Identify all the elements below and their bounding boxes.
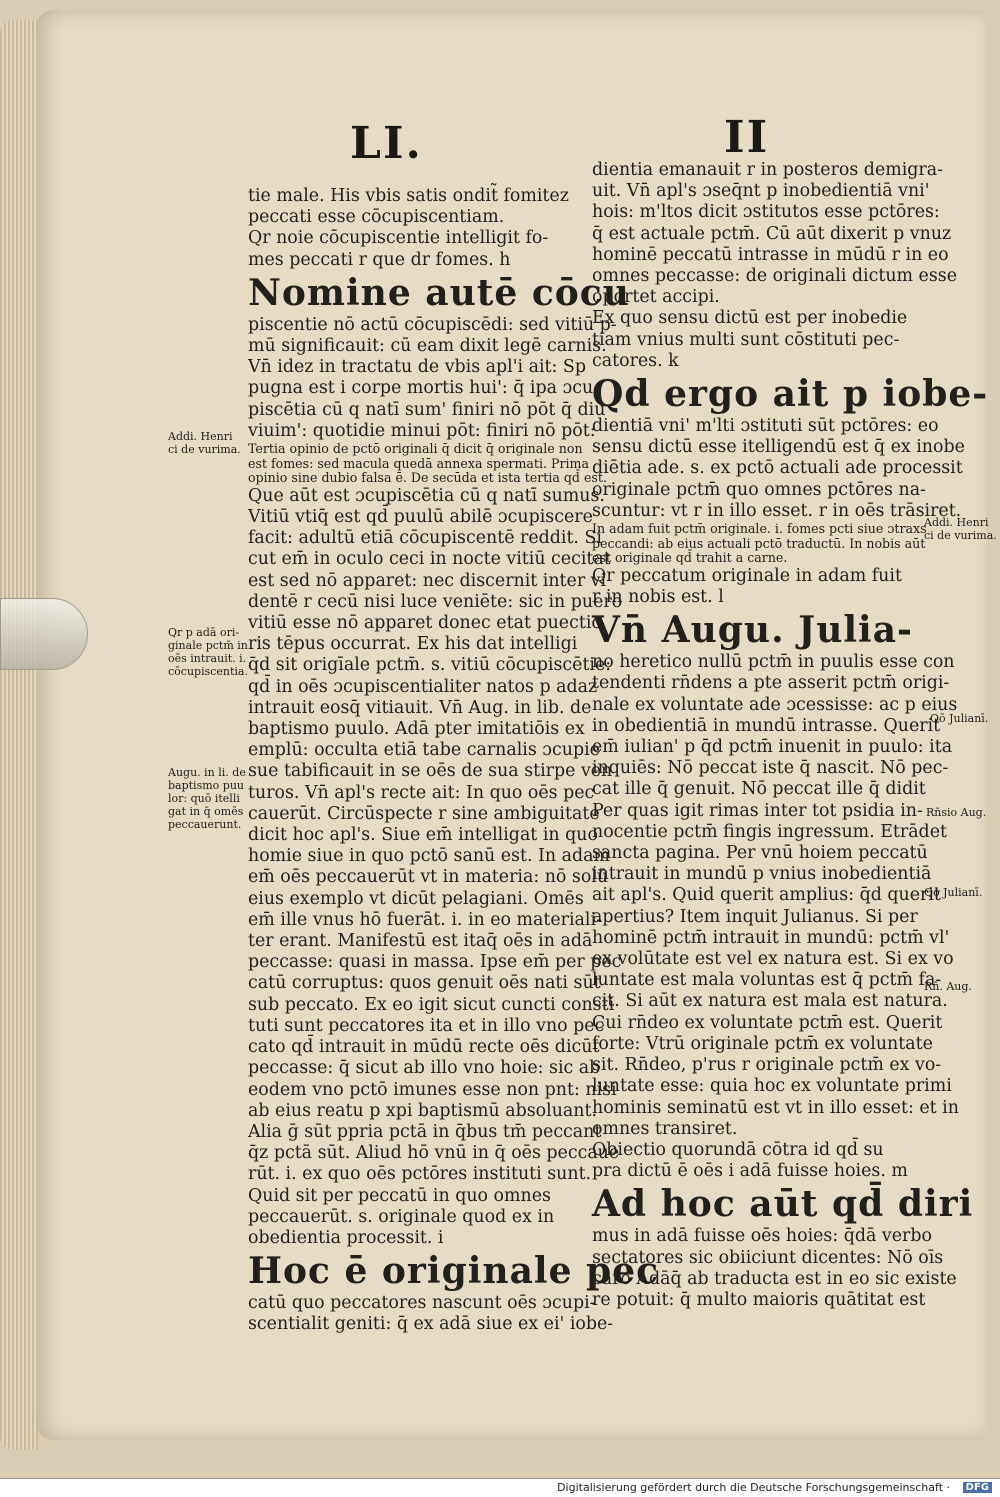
- margin-note-line: peccauerunt.: [168, 818, 242, 831]
- text-line: sit. Rn̄deo, p'rus r originale pctm̄ ex vo-: [592, 1055, 942, 1076]
- margin-note-rn-aug: [924, 980, 972, 993]
- text-line: Vitiū vtiq̄ est qd̄ puulū abilē ɔcupiscere: [248, 507, 593, 528]
- margin-note-line: cōcupiscentia.: [168, 665, 248, 678]
- text-line: tiam vnius multi sunt cōstituti pec-: [592, 329, 900, 350]
- text-line: vitiū esse nō apparet donec etat puectio: [248, 613, 602, 634]
- text-line: cit. Si aūt ex natura est mala est natura.: [592, 991, 948, 1012]
- margin-note-line: Addi. Henri: [924, 516, 989, 529]
- text-line: turos. Vn̄ apl's recte ait: In quo oēs pec: [248, 782, 595, 803]
- text-line: sue tabificauit in se oēs de sua stirpe ven: [248, 761, 613, 782]
- text-line: dientia emanauit r in posteros demigra-: [592, 160, 943, 180]
- page-edges: [0, 20, 38, 1450]
- margin-note-line: Rn̄sio Aug.: [926, 806, 987, 819]
- text-line: Hoc ē originale pec: [248, 1250, 660, 1293]
- text-line: viuim': quotidie minui pōt: finiri nō pōt:: [248, 420, 596, 441]
- digitization-credit-bar: [0, 1478, 1000, 1497]
- text-line: tie male. His vbis satis ondit̃ fomitez: [248, 186, 569, 206]
- text-line: pra dictū ē oēs i adā fuisse hoies. m: [592, 1161, 908, 1182]
- margin-note-addi-henrici-left: [168, 430, 241, 456]
- text-line: eius exemplo vt dicūt pelagiani. Omēs: [248, 888, 584, 909]
- text-line: est fomes: sed macula quedā annexa spermati. Prima: [248, 455, 589, 471]
- text-line: emplū: occulta etiā tabe carnalis ɔcupie: [248, 740, 600, 761]
- text-line: em̄ oēs peccauerūt vt in materia: nō solū: [248, 867, 609, 888]
- margin-note-line: ci de vurima.: [924, 529, 997, 542]
- text-line: Ex quo sensu dictū est per inobedie: [592, 308, 908, 329]
- text-line: tendenti rn̄dens a pte asserit pctm̄ origi-: [592, 673, 950, 694]
- text-line: hominis seminatū est vt in illo esset: et in: [592, 1097, 959, 1118]
- text-line: cat ille q̄ genuit. Nō peccat ille q̄ didit: [592, 779, 926, 800]
- margin-note-line: Qō Julianī.: [924, 886, 983, 899]
- text-line: est sed nō apparet: nec discernit inter vi: [248, 570, 607, 591]
- text-line: cut em̄ in oculo ceci in nocte vitiū cecitat: [248, 549, 611, 570]
- text-line: no heretico nullū pctm̄ in puulis esse con: [592, 652, 955, 673]
- text-line: nale ex voluntate ade ɔcessisse: ac p eius: [592, 694, 958, 715]
- text-line: Ad hoc aūt qd̄ diri: [592, 1183, 974, 1226]
- text-line: eodem vno pctō imunes esse non pnt: nisi: [248, 1079, 617, 1100]
- text-line: forte: Vtrū originale pctm̄ ex voluntate: [592, 1033, 933, 1054]
- margin-note-line: Augu. in li. de: [168, 766, 246, 779]
- text-line: Per quas igit rimas inter tot psidia in-: [592, 800, 923, 821]
- text-line: hominē peccatū intrasse in mūdū r in eo: [592, 244, 949, 265]
- margin-note-line: ginale pctm̄ in: [168, 639, 248, 652]
- text-line: catū corruptus: quos genuit oēs nati sūt: [248, 973, 601, 994]
- margin-note-line: Qō Julianī.: [930, 712, 989, 725]
- text-line: sensu dictū esse itelligendū est q̄ ex inobe: [592, 437, 965, 458]
- text-line: est originale qd̄ trahit a carne.: [592, 550, 788, 566]
- text-line: intrauit eosq̄ vitiauit. Vn̄ Aug. in lib. de: [248, 697, 592, 718]
- text-line: uit. Vn̄ apl's ɔseq̄nt p inobedientiā vni': [592, 181, 930, 202]
- paper-clip: [0, 598, 88, 670]
- text-line: Alia ḡ sūt ppria pctā in q̄bus tm̄ peccant: [248, 1121, 602, 1142]
- text-line: In adam fuit pctm̄ originale. i. fomes pcti siue ɔtraxs: [592, 521, 927, 537]
- dfg-logo: DFG: [963, 1482, 992, 1493]
- folio-left: LI.: [350, 118, 423, 169]
- margin-note-line: Qr p adā ori-: [168, 626, 240, 639]
- folio-right: II: [724, 112, 770, 163]
- text-line: homie siue in quo pctō sanū est. In adam: [248, 846, 610, 867]
- text-line: em̄ ille vnus hō fuerāt. i. in eo materiali-: [248, 909, 602, 930]
- text-line: diētia ade. s. ex pctō actuali ade processit: [592, 458, 963, 479]
- text-line: inquiēs: Nō peccat iste q̄ nascit. Nō pec-: [592, 758, 949, 779]
- text-line: ter erant. Manifestū est itaq̄ oēs in adā: [248, 931, 593, 952]
- text-line: ex volūtate est vel ex natura est. Si ex vo: [592, 949, 954, 970]
- text-line: hois: m'ltos dicit ɔstitutos esse pctōres:: [592, 202, 940, 223]
- text-line: mes peccati r que dr fomes. h: [248, 249, 511, 270]
- margin-note-addi-henrici-right: [924, 516, 997, 542]
- margin-note-line: ci de vurima.: [168, 443, 241, 456]
- text-line: sancta pagina. Per vnū hoiem peccatū: [592, 843, 928, 864]
- text-line: opinio sine dubio falsa ē. De secūda et ista tertia qd̄ est.: [248, 470, 607, 486]
- margin-note-julianus-2: [924, 886, 982, 899]
- text-line: scuntur: vt r in illo esset. r in oēs trāsiret.: [592, 500, 962, 521]
- text-line: Qd ergo ait p iobe-: [592, 373, 989, 416]
- margin-note-line: lor: quō itelli: [168, 792, 240, 805]
- text-line: ait apl's. Quid querit amplius: q̄d querit: [592, 885, 941, 906]
- text-line: tuti sunt peccatores ita et in illo vno pec: [248, 1015, 605, 1036]
- text-line: dicit hoc apl's. Siue em̄ intelligat in quo: [248, 825, 598, 846]
- text-line: em̄ iulian' p q̄d pctm̄ inuenit in puulo: ita: [592, 737, 953, 758]
- text-line: hominē pctm̄ intrauit in mundū: pctm̄ vl': [592, 927, 950, 948]
- text-line: peccasse: q̄ sicut ab illo vno hoie: sic ab: [248, 1058, 601, 1079]
- margin-note-per-adam: [168, 626, 248, 678]
- text-line: ris tēpus occurrat. Ex his dat intelligi: [248, 634, 578, 655]
- margin-note-line: baptismo puu: [168, 779, 244, 792]
- margin-note-augustine-baptism: [168, 766, 246, 831]
- text-line: Quid sit per peccatū in quo omnes: [248, 1185, 551, 1206]
- text-line: Qr peccatum originale in adam fuit: [592, 565, 902, 586]
- margin-note-responsio-aug: [926, 806, 986, 819]
- text-line: peccasse: quasi in massa. Ipse em̄ per pec: [248, 952, 622, 973]
- text-line: Tertia opinio de pctō originali q̄ dicit q̄ originale non: [248, 441, 583, 457]
- text-line: q̄z pctā sūt. Aliud hō vnū in q̄ oēs peccaue: [248, 1143, 620, 1164]
- text-line: qd̄ in oēs ɔcupiscentialiter natos p adaz: [248, 676, 598, 697]
- text-line: sectatores sic obiiciunt dicentes: Nō oīs: [592, 1247, 944, 1268]
- text-line: oportet accipi.: [592, 287, 720, 308]
- text-line: baptismo puulo. Adā pter imitatiōis ex: [248, 719, 585, 740]
- text-line: omnes peccasse: de originali dictum esse: [592, 266, 957, 287]
- text-line: Obiectio quorundā cōtra id qd̄ su: [592, 1139, 884, 1160]
- margin-note-line: Addi. Henri: [168, 430, 233, 443]
- text-line: Que aūt est ɔcupiscētia cū q natī sumus.: [248, 485, 605, 506]
- text-line: re potuit: q̄ multo maioris quātitat est: [592, 1289, 926, 1310]
- text-line: nocentie pctm̄ fingis ingressum. Etrādet: [592, 821, 947, 842]
- text-line: q̄d sit origīale pctm̄. s. vitiū cōcupiscētie:: [248, 655, 612, 676]
- text-line: obedientia processit. i: [248, 1227, 444, 1248]
- text-line: in obedientiā in mundū intrasse. Querit: [592, 715, 941, 736]
- text-line: originale pctm̄ quo omnes pctōres na-: [592, 479, 926, 500]
- text-line: peccati esse cōcupiscentiam.: [248, 207, 505, 228]
- text-line: pugna est i corpe mortis hui': q̄ ipa ɔcu: [248, 378, 594, 399]
- text-line: peccandi: ab eius actuali pctō traductū. In nobis aūt: [592, 535, 926, 551]
- text-line: mus in adā fuisse oēs hoies: q̄dā verbo: [592, 1226, 932, 1247]
- text-line: caro Adāq̄ ab traducta est in eo sic existe: [592, 1268, 957, 1289]
- text-line: Cui rn̄deo ex voluntate pctm̄ est. Querit: [592, 1012, 943, 1033]
- text-line: Vn̄ Augu. Julia-: [592, 609, 913, 652]
- text-line: luntate esse: quia hoc ex voluntate primi: [592, 1076, 952, 1097]
- text-line: piscentie nō actū cōcupiscēdi: sed vitiū p-: [248, 314, 617, 335]
- text-line: dentē r cecū nisi luce veniēte: sic in puero: [248, 591, 623, 612]
- text-line: intrauit in mundū p vnius inobedientiā: [592, 864, 932, 885]
- text-line: ab eius reatu p xpi baptismū absoluant.: [248, 1100, 597, 1121]
- text-line: omnes transiret.: [592, 1118, 738, 1139]
- text-line: cato qd̄ intrauit in mūdū recte oēs dicūt: [248, 1037, 600, 1058]
- margin-note-julianus-1: [930, 712, 988, 725]
- text-line: mū significauit: cū eam dixit legē carnis.: [248, 336, 607, 357]
- text-line: q̄ est actuale pctm̄. Cū aūt dixerit p vnuz: [592, 223, 952, 244]
- text-line: catores. k: [592, 350, 679, 371]
- margin-note-line: gat in q̄ omēs: [168, 805, 244, 818]
- text-line: Qr noie cōcupiscentie intelligit fo-: [248, 228, 549, 249]
- margin-note-line: Rn̄. Aug.: [924, 980, 972, 993]
- credit-text: Digitalisierung gefördert durch die Deutsche Forschungsgemeinschaft ·: [557, 1481, 950, 1494]
- text-line: Vn̄ idez in tractatu de vbis apl'i ait: Sp: [248, 357, 586, 378]
- text-line: piscētia cū q natī sum' finiri nō pōt q̄ diu: [248, 399, 606, 420]
- text-line: catū quo peccatores nascunt oēs ɔcupi-: [248, 1293, 596, 1314]
- text-line: sub peccato. Ex eo igit sicut cuncti consti: [248, 994, 615, 1015]
- text-line: apertius? Item inquit Julianus. Si per: [592, 906, 918, 927]
- text-line: r in nobis est. l: [592, 587, 724, 608]
- text-line: dientiā vni' m'lti ɔstituti sūt pctōres: eo: [592, 416, 939, 437]
- text-line: scentialit geniti: q̄ ex adā siue ex ei' iobe-: [248, 1314, 614, 1335]
- text-line: Nomine autē cōcu: [248, 271, 630, 314]
- margin-note-line: oēs intrauit. i.: [168, 652, 247, 665]
- text-line: facit: adultū etiā cōcupiscentē reddit. Si: [248, 528, 602, 549]
- text-line: rūt. i. ex quo oēs pctōres instituti sunt.: [248, 1164, 592, 1185]
- text-line: peccauerūt. s. originale quod ex in: [248, 1206, 555, 1227]
- text-line: cauerūt. Circūspecte r sine ambiguitate: [248, 803, 600, 824]
- text-line: luntate est mala voluntas est q̄ pctm̄ fa-: [592, 970, 942, 991]
